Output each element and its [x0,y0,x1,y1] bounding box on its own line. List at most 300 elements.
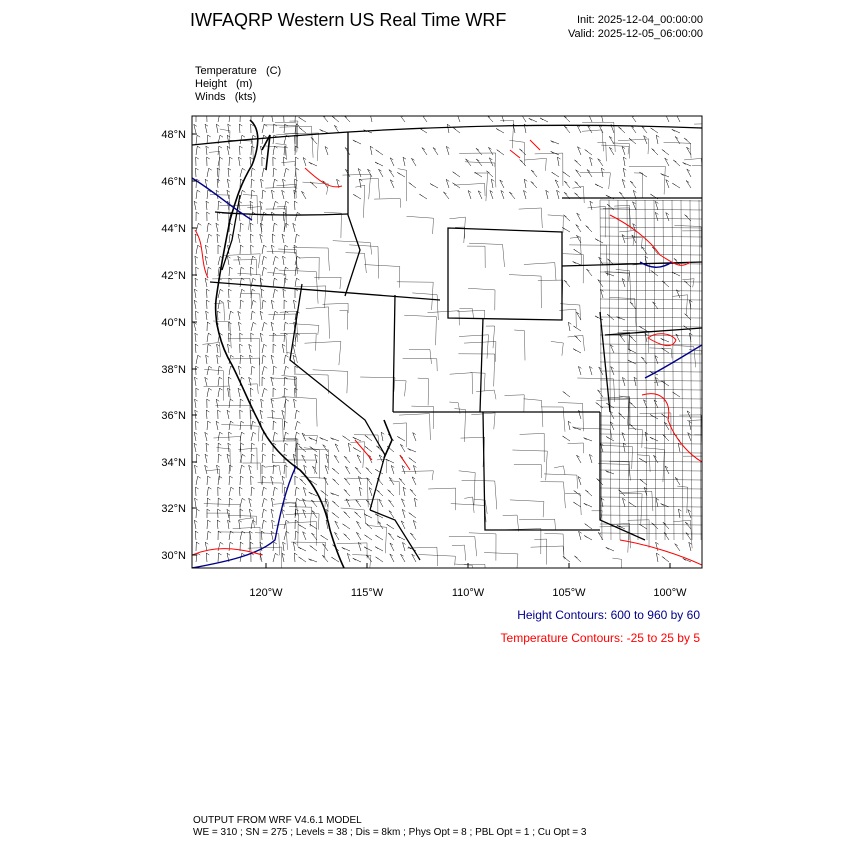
county-line [600,407,702,408]
wind-barb [261,399,262,408]
wind-barb-flag [574,249,577,251]
wind-barb-flag [252,190,255,192]
county-line [210,195,230,226]
wind-barb-flag [298,524,301,526]
wind-barb-flag [229,278,232,280]
wind-barb [359,179,361,188]
wind-barb [261,531,262,540]
wind-barb-flag [376,557,379,559]
wind-barb [284,245,285,254]
county-line [349,245,378,279]
wind-barb-flag [294,245,297,247]
wind-barb-flag [585,524,588,526]
wind-barb [331,493,339,496]
wind-barb-flag [284,157,287,159]
wind-barb [284,311,285,320]
wind-barb [218,454,219,463]
county-line [627,200,629,540]
county-line [458,354,494,387]
wind-barb [273,135,274,144]
wind-barb-flag [198,355,201,357]
wind-barb-flag [197,553,200,555]
wind-barb-flag [501,114,504,116]
county-line [248,384,258,394]
wind-barb-flag [208,421,211,423]
wind-barb [229,267,230,276]
wind-barb-flag [207,509,210,511]
field-unit: (C) [265,65,282,77]
wind-barb [218,432,220,441]
county-line [600,389,702,390]
wind-barb [294,201,295,210]
wind-barb [207,135,208,144]
wind-barb [207,344,208,353]
wind-barb [240,355,241,364]
county-line [468,288,495,310]
wind-barb [295,421,297,430]
state-boundaries [192,125,702,560]
wind-barb-flag [397,436,400,438]
wind-barb-flag [197,454,200,456]
wind-barb-flag [230,113,233,115]
wind-barb-flag [241,421,244,423]
wind-barb [491,179,493,188]
county-line [229,515,257,525]
county-line [558,403,584,432]
wind-barb [551,141,559,144]
wind-barb-flag [574,491,577,493]
county-line [459,309,473,318]
wind-barb [344,478,350,485]
wind-barb-flag [242,553,245,555]
wind-barb [250,157,251,166]
wind-barb [576,170,581,177]
wind-barb [323,445,328,452]
county-line [519,208,543,228]
county-line [395,381,407,397]
wind-barb-flag [296,432,299,434]
wind-barb-flag [457,114,460,116]
wind-barb-flag [231,311,234,313]
wind-barb [642,247,647,254]
wind-barb-flag [274,168,277,170]
wind-barb [678,509,680,518]
wind-barb [348,443,350,452]
wind-barb [196,509,197,518]
wind-barb-flag [196,542,199,544]
wind-barb-flag [275,201,278,203]
wind-barb [584,438,592,441]
wind-barb [251,190,252,199]
wind-barb-flag [250,234,253,236]
wind-barb-flag [252,311,255,313]
wind-barb [388,533,394,540]
county-line [600,488,702,489]
wind-barb-flag [365,435,368,437]
wind-barb [369,488,372,497]
wind-barb-flag [275,146,278,148]
county-line [469,243,504,267]
wind-barb-flag [218,410,221,412]
wind-barb [575,336,581,342]
wind-barb [262,454,263,463]
wind-barb [251,322,253,331]
wind-barbs [194,113,693,562]
wind-barb-flag [296,267,299,269]
county-line [220,129,230,149]
county-line [600,416,702,417]
wind-barb [217,179,218,188]
wind-barb-flag [242,454,245,456]
wind-barb-flag [263,443,266,445]
county-line [540,482,565,509]
county-line [337,543,367,558]
wind-barb-flag [297,498,300,500]
county-line [464,497,474,513]
wind-barb-flag [295,113,298,115]
wind-barb [284,377,285,386]
wind-barb [228,377,229,386]
wind-barb-flag [628,349,631,351]
wind-barb-flag [285,355,288,357]
wind-barb-flag [364,547,367,549]
wind-barb-flag [219,201,222,203]
wind-barb-flag [387,524,390,526]
county-line [343,174,371,199]
wind-barb [227,256,229,265]
county-boundaries [202,120,723,593]
wind-barb-flag [196,113,199,115]
wind-barb-flag [264,322,267,324]
wind-barb [207,388,209,397]
county-line [500,120,514,148]
wind-barb-flag [218,245,221,247]
wind-barb-flag [453,128,456,130]
wind-barb-flag [240,509,243,511]
wind-barb [564,280,570,287]
wind-barb-flag [310,546,313,548]
wind-barb-flag [273,388,276,390]
wind-barb-flag [310,524,313,526]
wind-barb [683,163,691,167]
wind-barb [207,223,208,232]
wind-barb [272,212,274,221]
valid-label: Valid: [568,28,595,40]
wind-barb-flag [409,183,412,185]
wind-barb [196,487,197,496]
wind-barb [501,114,504,123]
wind-barb-flag [563,436,566,438]
wind-barb-flag [264,113,267,115]
wind-barb-flag [196,421,199,423]
wind-barb [273,256,275,265]
wind-barb [228,388,229,397]
wind-barb [520,160,526,166]
county-line [510,500,544,517]
county-line [674,225,701,247]
init-value: 2025-12-04_00:00:00 [597,14,703,26]
wind-barb-flag [209,234,212,236]
wind-barb [586,269,592,276]
model-version: OUTPUT FROM WRF V4.6.1 MODEL [193,815,362,826]
wind-barb-flag [208,267,211,269]
county-line [314,277,341,289]
county-line [419,555,456,566]
wind-barb-flag [310,447,313,449]
field-unit: (m) [235,78,253,90]
county-line [418,378,429,405]
wind-barb [218,201,219,210]
wind-barb-flag [219,146,222,148]
wind-barb-flag [563,556,566,558]
wind-barb [573,262,581,266]
map-area [192,113,723,593]
wind-barb-flag [453,183,456,185]
county-line [258,483,283,494]
wind-barb [295,509,296,518]
county-line [609,200,611,540]
wind-barb-flag [196,157,199,159]
wind-barb [586,226,592,232]
county-line [286,514,299,546]
county-line [609,461,629,476]
wind-barb-flag [264,256,267,258]
wind-barb [195,399,196,408]
wind-barb [598,159,603,166]
wind-barb-flag [285,388,288,390]
county-line [600,479,702,480]
county-line [601,445,632,469]
wind-barb [641,126,647,133]
wind-barb [227,179,229,188]
wind-barb-flag [195,344,198,346]
county-line [514,464,542,478]
wind-barb-flag [228,377,231,379]
wind-barb-flag [365,446,368,448]
wind-barb [598,390,604,397]
wind-barb [620,335,626,342]
wind-barb-flag [264,245,267,247]
wind-barb-flag [242,289,245,291]
wind-barb [284,531,286,540]
wind-barb [630,181,636,188]
wind-barb [251,146,252,155]
wind-barb-flag [264,366,267,368]
wind-barb-flag [252,366,255,368]
county-line [551,341,563,355]
wind-barb [294,377,295,386]
wind-barb [251,366,252,375]
wind-barb [239,520,240,529]
wind-barb-flag [376,150,379,152]
wind-barb-flag [606,437,609,439]
wind-barb-flag [286,399,289,401]
wind-barb-flag [218,443,221,445]
wind-barb [228,168,229,177]
county-line [573,186,585,203]
wind-barb-flag [274,278,277,280]
county-line [600,434,702,435]
wind-barb [262,388,264,397]
wind-barb-flag [331,557,334,559]
wind-barb-flag [240,410,243,412]
wind-barb-flag [595,239,598,241]
wind-barb-flag [585,490,588,492]
wind-barb-flag [285,267,288,269]
wind-barb [250,355,251,364]
wind-barb-flag [209,168,212,170]
county-line [412,293,438,320]
wind-barb-flag [294,201,297,203]
wind-barb-flag [370,113,373,115]
wind-barb [284,443,285,452]
wind-barb-flag [253,432,256,434]
wind-barb [531,182,537,189]
wind-barb-flag [285,245,288,247]
wind-barb [272,190,274,199]
wind-barb-flag [198,245,201,247]
wind-barb-flag [217,168,220,170]
wind-barb [388,500,394,507]
county-line [684,158,702,167]
county-line [407,547,437,566]
county-line [360,377,395,392]
wind-barb-flag [253,421,256,423]
wind-barb-flag [230,421,233,423]
wind-barb [284,278,285,287]
county-line [428,488,456,510]
wind-barb [284,465,285,474]
county-line [452,545,466,560]
wind-barb-flag [219,377,222,379]
wind-barb-flag [207,289,210,291]
wind-barb-flag [253,520,256,522]
county-line [404,315,436,345]
wind-barb-flag [286,366,289,368]
wind-barb-flag [251,454,254,456]
wind-barb-flag [496,129,499,131]
wind-barb [196,355,198,364]
lat-label: 32°N [161,503,186,515]
county-line [682,279,694,288]
wind-barb-flag [640,479,643,481]
wind-barb-flag [231,487,234,489]
wind-barb-flag [240,333,243,335]
wind-barb-flag [241,355,244,357]
wind-barb [334,532,339,540]
wind-barb-flag [253,322,256,324]
wind-barb [262,432,263,441]
county-line [265,466,281,476]
county-line [340,311,348,330]
wind-barb [531,170,537,177]
county-line [303,182,329,195]
wind-barb-flag [240,542,243,544]
wind-barb-flag [286,432,289,434]
wind-barb-flag [563,172,566,174]
wind-barb [262,322,264,331]
lat-label: 30°N [161,550,186,562]
wind-barb-flag [229,333,232,335]
wind-barb [195,344,196,353]
wind-barb [606,273,614,276]
wind-barb [687,147,692,155]
wind-barb [262,476,263,485]
wind-barb-flag [275,487,278,489]
county-line [449,536,477,556]
wind-barb-flag [208,135,211,137]
wind-barb-flag [253,256,256,258]
wind-barb-flag [196,267,199,269]
wind-barb-flag [198,223,201,225]
wind-barb [652,149,658,155]
wind-barb-flag [196,487,199,489]
wind-barb-flag [286,520,289,522]
county-line [541,407,565,432]
wind-barb [196,245,198,254]
temperature-contours [192,140,702,565]
wind-barb-flag [639,326,642,328]
wind-barb [344,456,350,463]
wind-barb-flag [218,509,221,511]
county-line [374,199,401,208]
county-line [284,133,318,161]
wind-barb-flag [264,267,267,269]
wind-barb [229,289,230,298]
wind-barb [433,148,438,156]
county-line [600,470,702,471]
county-line [305,341,341,365]
wind-barb-flag [250,388,253,390]
wind-barb [344,512,350,518]
wind-barb-flag [207,322,210,324]
county-line [629,166,665,194]
wind-barb-flag [321,491,324,493]
wind-barb-flag [273,157,276,159]
wind-barb [663,435,669,441]
wind-barb [587,125,592,133]
model-settings: WE = 310 ; SN = 275 ; Levels = 38 ; Dis = 8km ; Phys Opt = 8 ; PBL Opt = 1 ; Cu Opt = 3 [193,827,587,838]
wind-barb-flag [220,157,223,159]
wind-barb-flag [294,553,297,555]
wind-barb-flag [208,531,211,533]
wind-barb-flag [251,333,254,335]
wind-barb-flag [241,476,244,478]
wind-barb [218,542,220,551]
wind-barb [443,192,449,199]
lon-label: 100°W [653,587,687,599]
county-line [608,396,630,425]
lat-label: 44°N [161,223,186,235]
wind-barb [206,410,207,419]
wind-barb-flag [673,392,676,394]
county-line [544,533,564,554]
county-line [364,265,400,288]
county-line [341,508,366,523]
wind-barb [295,278,296,287]
county-line [525,158,547,171]
wind-barb-flag [573,502,576,504]
wind-barb [207,267,208,276]
wind-barb [240,498,242,507]
wind-barb [194,520,196,529]
wind-barb-flag [272,234,275,236]
wind-barb-flag [343,524,346,526]
wind-barb [601,168,603,177]
wind-barb [261,179,262,188]
county-line [598,464,630,481]
county-line [568,443,584,453]
